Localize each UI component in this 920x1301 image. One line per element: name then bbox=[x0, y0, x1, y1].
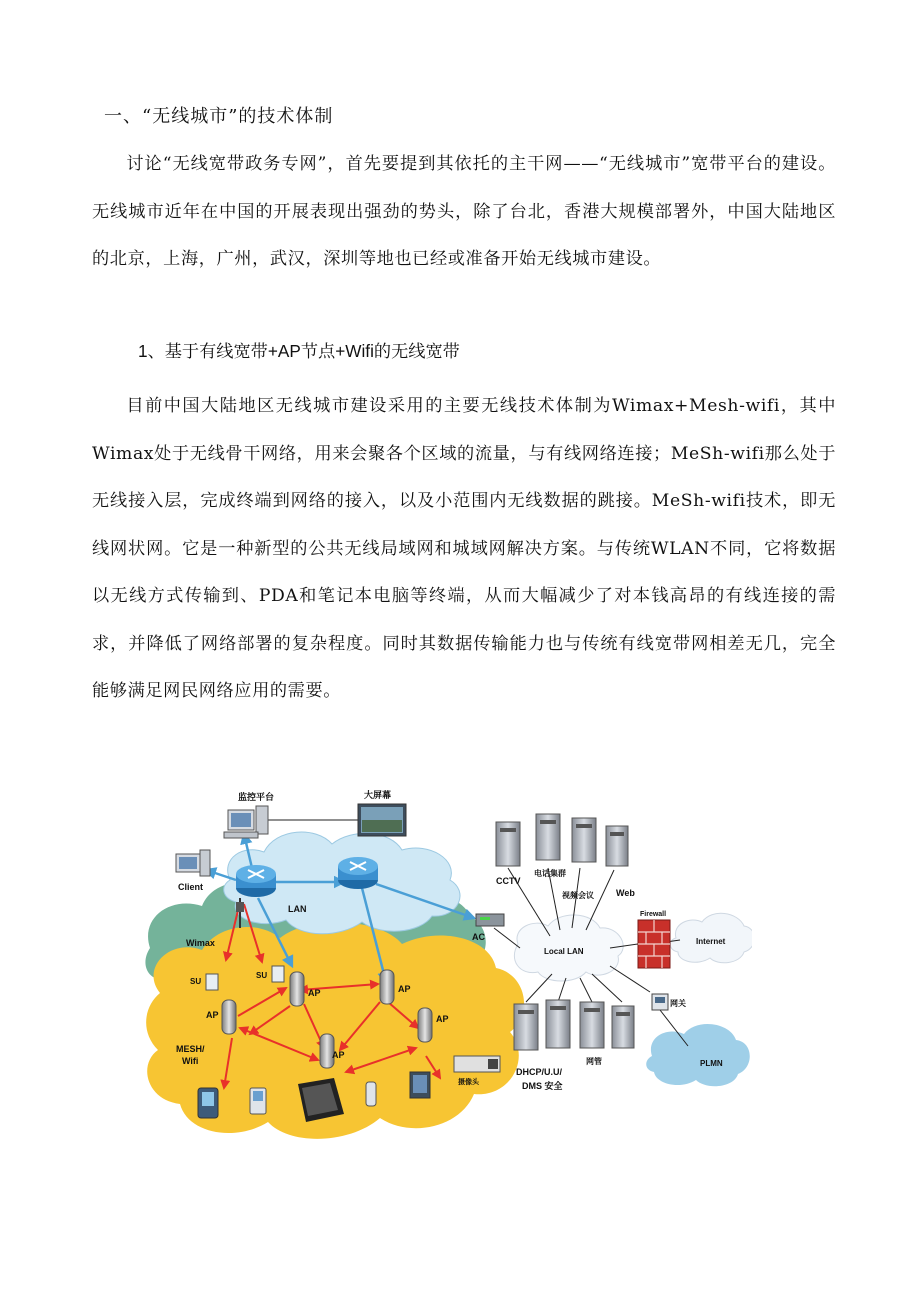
paragraph-mesh-wifi: 目前中国大陆地区无线城市建设采用的主要无线技术体制为Wimax+Mesh-wifi，其中Wimax处于无线骨干网络，用来会聚各个区域的流量，与有线网络连接；MeSh-wifi那么处于无线接入层，完成终端到网络的接入，以及小范围内无线数据的跳接。MeSh-wifi技术，即无线网状网。它是一种新型的公共无线局域网和城域网解决方案。与传统WLAN不同，它将数据以无线方式传输到、PDA和笔记本电脑等终端，从而大幅减少了对本钱高昂的有线连接的需求，并降低了网络部署的复杂程度。同时其数据传输能力也与传统有线宽带网相差无几，完全能够满足网民网络应用的需要。 bbox=[92, 396, 836, 701]
section-heading: 一、“无线城市”的技术体制 bbox=[104, 106, 334, 127]
server-icon bbox=[536, 814, 560, 860]
ac-device-icon bbox=[476, 914, 504, 926]
su-unit-icon bbox=[206, 974, 218, 990]
server-icon bbox=[496, 822, 520, 866]
label-local-lan: Local LAN bbox=[544, 947, 584, 956]
gateway-icon bbox=[652, 994, 668, 1010]
network-diagram bbox=[140, 788, 752, 1152]
phone-icon bbox=[366, 1082, 376, 1106]
label-monitor: 监控平台 bbox=[238, 792, 275, 802]
label-ac: AC bbox=[472, 932, 485, 942]
big-screen-icon bbox=[358, 804, 406, 836]
subsection-heading: 1、基于有线宽带+AP节点+Wifi的无线宽带 bbox=[138, 341, 460, 361]
label-cctv: CCTV bbox=[496, 876, 521, 886]
server-icon bbox=[514, 1004, 538, 1050]
camera-icon bbox=[454, 1056, 500, 1072]
label-mesh: MESH/ bbox=[176, 1044, 205, 1054]
label-trunk: 电话集群 bbox=[534, 869, 566, 878]
label-dms: DMS 安全 bbox=[522, 1081, 563, 1091]
server-icon bbox=[580, 1002, 604, 1048]
ap-node-icon bbox=[380, 970, 394, 1004]
server-icon bbox=[546, 1000, 570, 1048]
label-nms: 网管 bbox=[586, 1057, 602, 1066]
label-screen: 大屏幕 bbox=[364, 790, 392, 800]
router-icon bbox=[236, 865, 276, 897]
label-ap-3: AP bbox=[206, 1010, 219, 1020]
su-unit-icon bbox=[272, 966, 284, 982]
label-lan: LAN bbox=[288, 904, 307, 914]
label-video: 视频会议 bbox=[562, 891, 594, 900]
pda-icon bbox=[198, 1088, 218, 1118]
label-camera: 摄像头 bbox=[458, 1079, 479, 1086]
label-client: Client bbox=[178, 882, 204, 892]
label-web: Web bbox=[616, 888, 635, 898]
label-plmn: PLMN bbox=[700, 1059, 723, 1068]
ap-node-icon bbox=[222, 1000, 236, 1034]
label-firewall: Firewall bbox=[640, 911, 667, 918]
server-icon bbox=[606, 826, 628, 866]
paragraph-intro: 讨论“无线宽带政务专网”，首先要提到其依托的主干网——“无线城市”宽带平台的建设。无线城市近年在中国的开展表现出强劲的势头，除了台北，香港大规模部署外，中国大陆地区的北京，上海，广州，武汉，深圳等地也已经或准备开始无线城市建设。 bbox=[92, 154, 836, 269]
label-su-2: SU bbox=[256, 971, 268, 980]
label-ap-4: AP bbox=[436, 1014, 449, 1024]
server-icon bbox=[612, 1006, 634, 1048]
handheld-icon bbox=[250, 1088, 266, 1114]
label-ap-2: AP bbox=[398, 984, 411, 994]
server-icon bbox=[572, 818, 596, 862]
label-dhcp: DHCP/U.U/ bbox=[516, 1067, 563, 1077]
label-wimax: Wimax bbox=[186, 938, 215, 948]
label-ap-5: AP bbox=[332, 1050, 345, 1060]
label-ap-1: AP bbox=[308, 988, 321, 998]
firewall-icon bbox=[638, 920, 670, 968]
label-wifi: Wifi bbox=[182, 1056, 199, 1066]
label-internet: Internet bbox=[696, 937, 726, 946]
router-icon bbox=[338, 857, 378, 889]
desktop-icon bbox=[410, 1072, 430, 1098]
network-diagram-svg bbox=[140, 788, 752, 1152]
ap-node-icon bbox=[418, 1008, 432, 1042]
client-icon bbox=[176, 850, 210, 876]
label-gateway: 网关 bbox=[670, 999, 686, 1008]
plmn-cloud bbox=[646, 1024, 750, 1086]
monitor-platform-icon bbox=[224, 806, 268, 838]
ap-node-icon bbox=[290, 972, 304, 1006]
label-su-1: SU bbox=[190, 977, 202, 986]
